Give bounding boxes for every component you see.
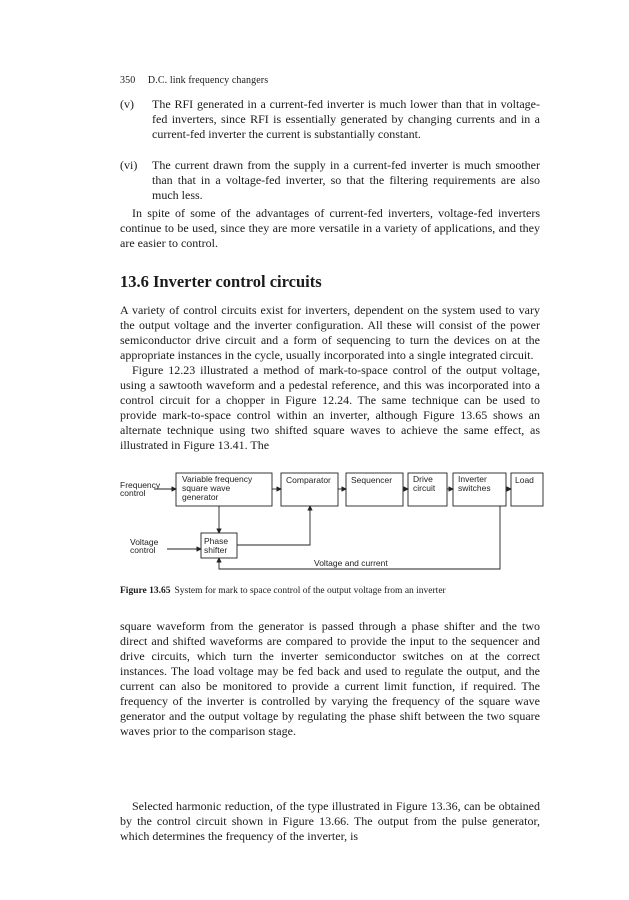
inverter-switches-label: switches: [458, 483, 491, 493]
list-item-text: The current drawn from the supply in a current-fed inverter is much smoother than that in a voltage-fed inverter, so that the filtering requirements are also much less.: [152, 158, 540, 202]
block-diagram-figure: [118, 469, 546, 581]
list-item-text: The RFI generated in a current-fed inverter is much lower than that in voltage-fed inverters, since RFI is essentially generated by changing currents and in a current-fed inverter the current is substantially constant.: [152, 97, 540, 141]
voltage-control-label: control: [130, 545, 156, 555]
list-item-number: (v): [120, 97, 134, 111]
phase-shifter-label: shifter: [204, 545, 228, 555]
running-title: D.C. link frequency changers: [147, 75, 269, 86]
figure-caption: [120, 585, 540, 597]
paragraph-harmonic-reduction: Selected harmonic reduction, of the type illustrated in Figure 13.36, can be obtained by the control circuit shown in Figure 13.66. The output from the pulse generator, which determines the frequency of the inverter, is: [120, 799, 540, 843]
figure-caption-label: Figure 13.65: [120, 586, 171, 596]
paragraph-mark-to-space: Figure 12.23 illustrated a method of mark-to-space control of the output voltage, using a sawtooth waveform and a pedestal reference, and this was incorporated into a control circuit for a chopper in Figure 12.24. The same technique can be used to provide mark-to-space control within an inverter, although Figure 13.65 shows an alternate technique using two shifted square waves to achieve the same effect, as illustrated in Figure 13.41. The: [120, 363, 540, 452]
generator-label: Variable frequency: [182, 474, 253, 484]
inverter-switches-label: Inverter: [458, 474, 487, 484]
feedback-label: Voltage and current: [314, 558, 388, 568]
frequency-control-label: Frequency: [120, 480, 161, 490]
frequency-control-label: control: [120, 488, 146, 498]
figure-caption-text: System for mark to space control of the output voltage from an inverter: [174, 586, 446, 596]
list-item: [120, 97, 540, 157]
page-number: 350: [120, 75, 136, 86]
running-head: [120, 75, 268, 86]
generator-label: generator: [182, 492, 219, 502]
paragraph-control-circuits: A variety of control circuits exist for inverters, dependent on the system used to vary the output voltage and the inverter configuration. All these will consist of the power semiconductor drive circuit and a form of sequencing to turn the devices on at the appropriate instances in the cycle, usually incorporated into a single integrated circuit.: [120, 303, 540, 362]
drive-circuit-label: Drive: [413, 474, 433, 484]
list-item-number: (vi): [120, 158, 138, 172]
drive-circuit-label: circuit: [413, 483, 436, 493]
voltage-control-label: Voltage: [130, 537, 159, 547]
section-heading: 13.6 Inverter control circuits: [120, 272, 322, 291]
load-label: Load: [515, 475, 534, 485]
paragraph-current-fed-summary: In spite of some of the advantages of current-fed inverters, voltage-fed inverters continue to be used, since they are more versatile in a variety of applications, and they are easier to control.: [120, 206, 540, 250]
paragraph-phase-shift-description: square waveform from the generator is passed through a phase shifter and the two direct and shifted waveforms are compared to provide the input to the sequencer and drive circuits, which turn the inverter semiconductor switches on at the correct instances. The load voltage may be fed back and used to regulate the output, and the current can also be monitored to provide a current limit function, if required. The frequency of the inverter is controlled by varying the frequency of the square wave generator and the output voltage by regulating the phase shift between the two square waves prior to the comparison stage.: [120, 619, 540, 738]
list-item: [120, 158, 540, 203]
generator-label: square wave: [182, 483, 231, 493]
sequencer-label: Sequencer: [351, 475, 393, 485]
phase-shifter-label: Phase: [204, 536, 229, 546]
comparator-label: Comparator: [286, 475, 331, 485]
